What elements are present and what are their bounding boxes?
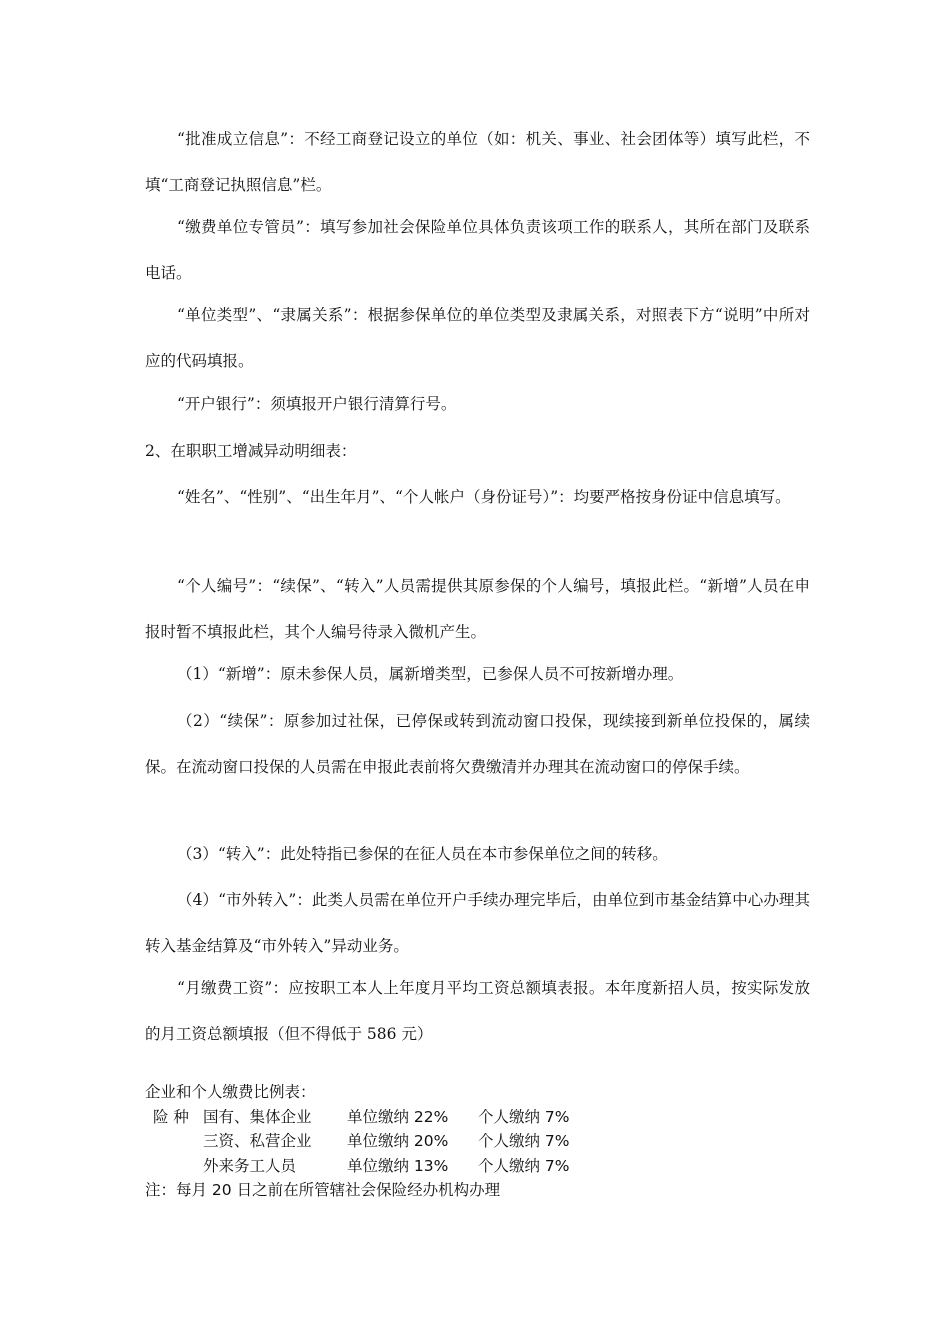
paragraph-monthly-wage: “月缴费工资”：应按职工本人上年度月平均工资总额填表报。本年度新招人员，按实际发放的月工资总额填报（但不得低于 586 元） <box>145 979 810 1043</box>
unit-rate: 单位缴纳 22% <box>347 1107 449 1126</box>
paragraph-transfer-in: （3）“转入”：此处特指已参保的在征人员在本市参保单位之间的转移。 <box>177 845 668 863</box>
enterprise-type: 外来务工人员 <box>203 1156 297 1175</box>
personal-rate: 个人缴纳 7% <box>478 1107 570 1126</box>
paragraph-renewal: （2）“续保”：原参加过社保，已停保或转到流动窗口投保，现续接到新单位投保的，属续保。在流动窗口投保的人员需在申报此表前将欠费缴清并办理其在流动窗口的停保手续。 <box>145 712 810 776</box>
paragraph-approval-info: “批准成立信息”：不经工商登记设立的单位（如：机关、事业、社会团体等）填写此栏，不填“工商登记执照信息”栏。 <box>145 130 810 194</box>
enterprise-type: 三资、私营企业 <box>203 1132 312 1150</box>
paragraph-new-enrollment: （1）“新增”：原未参保人员，属新增类型，已参保人员不可按新增办理。 <box>177 665 684 683</box>
paragraph-personal-number: “个人编号”：“续保”、“转入”人员需提供其原参保的个人编号，填报此栏。“新增”人员在申报时暂不填报此栏，其个人编号待录入微机产生。 <box>145 577 810 641</box>
table-row <box>145 1105 805 1130</box>
table-row <box>145 1129 805 1154</box>
table-row <box>145 1154 805 1179</box>
ratio-note: 注：每月 20 日之前在所管辖社会保险经办机构办理 <box>145 1181 501 1199</box>
ratio-note-row <box>145 1178 805 1203</box>
paragraph-name-gender: “姓名”、“性别”、“出生年月”、“个人帐户（身份证号）”：均要严格按身份证中信息填写。 <box>177 488 791 506</box>
enterprise-type: 国有、集体企业 <box>203 1107 312 1126</box>
ratio-table-title: 企业和个人缴费比例表： <box>145 1083 316 1101</box>
paragraph-unit-type: “单位类型”、“隶属关系”：根据参保单位的单位类型及隶属关系，对照表下方“说明”中所对应的代码填报。 <box>145 306 810 370</box>
paragraph-bank: “开户银行”：须填报开户银行清算行号。 <box>177 395 457 413</box>
personal-rate: 个人缴纳 7% <box>478 1132 570 1150</box>
paragraph-external-transfer: （4）“市外转入”：此类人员需在单位开户手续办理完毕后，由单位到市基金结算中心办理其转入基金结算及“市外转入”异动业务。 <box>145 891 810 955</box>
unit-rate: 单位缴纳 13% <box>347 1156 449 1175</box>
ratio-table-title-row <box>145 1080 805 1105</box>
contribution-ratio-table <box>145 1080 805 1203</box>
section-heading-employee-changes: 2、在职职工增减异动明细表： <box>145 442 357 460</box>
personal-rate: 个人缴纳 7% <box>478 1156 570 1175</box>
unit-rate: 单位缴纳 20% <box>347 1132 449 1150</box>
paragraph-contact-person: “缴费单位专管员”：填写参加社会保险单位具体负责该项工作的联系人，其所在部门及联系电话。 <box>145 218 810 282</box>
insurance-kind-label: 险 种 <box>153 1107 189 1126</box>
